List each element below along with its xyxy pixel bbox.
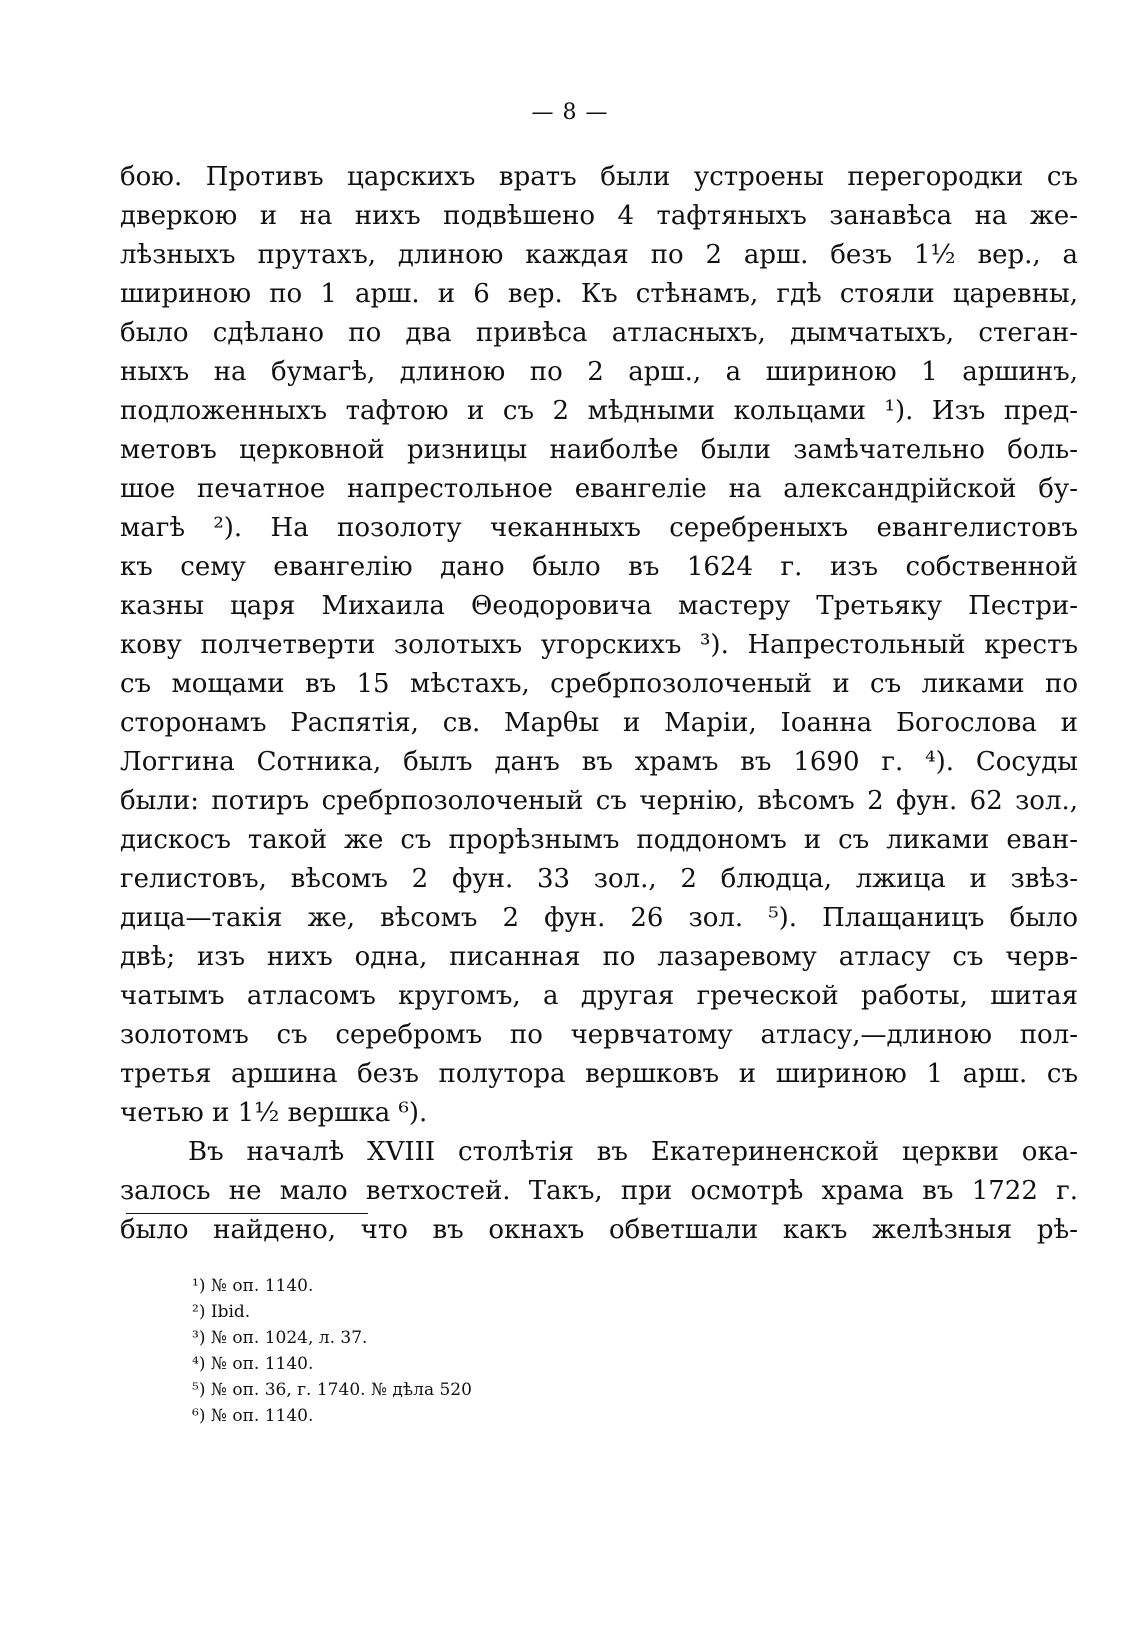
text-line: метовъ церковной ризницы наиболѣе были замѣчательно боль- <box>120 435 1078 465</box>
footnote: ⁶) № оп. 1140. <box>192 1406 314 1426</box>
text-line: шириною по 1 арш. и 6 вер. Къ стѣнамъ, гдѣ стояли царевны, <box>120 279 1078 309</box>
text-line: съ мощами въ 15 мѣстахъ, сребрпозолоченый и съ ликами по <box>120 669 1078 699</box>
text-line: Въ началѣ XVIII столѣтія въ Екатериненской церкви ока- <box>188 1137 1078 1167</box>
text-line: дискосъ такой же съ прорѣзнымъ поддономъ и съ ликами еван- <box>120 825 1078 855</box>
text-line: залось не мало ветхостей. Такъ, при осмотрѣ храма въ 1722 г. <box>120 1176 1078 1206</box>
footnote-rule <box>126 1213 368 1214</box>
text-line: гелистовъ, вѣсомъ 2 фун. 33 зол., 2 блюдца, лжица и звѣз- <box>120 864 1078 894</box>
text-line: ныхъ на бумагѣ, длиною по 2 арш., а шириною 1 аршинъ, <box>120 357 1078 387</box>
text-line: бою. Противъ царскихъ вратъ были устроены перегородки съ <box>120 162 1078 192</box>
text-line: казны царя Михаила Θеодоровича мастеру Третьяку Пестри- <box>120 591 1078 621</box>
text-line: золотомъ съ серебромъ по червчатому атласу,—длиною пол- <box>120 1020 1078 1050</box>
text-line: Логгина Сотника, былъ данъ въ храмъ въ 1690 г. ⁴). Сосуды <box>120 747 1078 777</box>
text-line: дица—такія же, вѣсомъ 2 фун. 26 зол. ⁵). Плащаницъ было <box>120 903 1078 933</box>
text-line: къ сему евангелію дано было въ 1624 г. изъ собственной <box>120 552 1078 582</box>
footnotes <box>192 1273 472 1429</box>
footnote: ¹) № оп. 1140. <box>192 1276 314 1296</box>
text-line: сторонамъ Распятія, св. Марθы и Маріи, Іоанна Богослова и <box>120 708 1078 738</box>
text-line: были: потиръ сребрпозолоченый съ чернію, вѣсомъ 2 фун. 62 зол., <box>120 786 1078 816</box>
footnote: ³) № оп. 1024, л. 37. <box>192 1328 368 1348</box>
text-line: четью и 1½ вершка ⁶). <box>120 1098 428 1128</box>
text-line: чатымъ атласомъ кругомъ, а другая греческой работы, шитая <box>120 981 1078 1011</box>
text-line: дверкою и на нихъ подвѣшено 4 тафтяныхъ занавѣса на же- <box>120 201 1078 231</box>
text-line: лѣзныхъ прутахъ, длиною каждая по 2 арш. безъ 1½ вер., а <box>120 240 1078 270</box>
page-number: — 8 — <box>531 100 609 125</box>
text-line: было найдено, что въ окнахъ обветшали какъ желѣзныя рѣ- <box>120 1215 1078 1245</box>
text-line: шое печатное напрестольное евангеліе на александрійской бу- <box>120 474 1078 504</box>
footnote: ⁵) № оп. 36, г. 1740. № дѣла 520 <box>192 1380 472 1400</box>
text-line: кову полчетверти золотыхъ угорскихъ ³). Напрестольный крестъ <box>120 630 1078 660</box>
footnote: ⁴) № оп. 1140. <box>192 1354 314 1374</box>
footnote: ²) Ibid. <box>192 1302 251 1322</box>
text-line: было сдѣлано по два привѣса атласныхъ, дымчатыхъ, стеган- <box>120 318 1078 348</box>
text-line: магѣ ²). На позолоту чеканныхъ серебреныхъ евангелистовъ <box>120 513 1078 543</box>
body-text <box>120 158 1078 1250</box>
text-line: двѣ; изъ нихъ одна, писанная по лазаревому атласу съ черв- <box>120 942 1078 972</box>
text-line: подложенныхъ тафтою и съ 2 мѣдными кольцами ¹). Изъ пред- <box>120 396 1078 426</box>
text-line: третья аршина безъ полутора вершковъ и шириною 1 арш. съ <box>120 1059 1078 1089</box>
